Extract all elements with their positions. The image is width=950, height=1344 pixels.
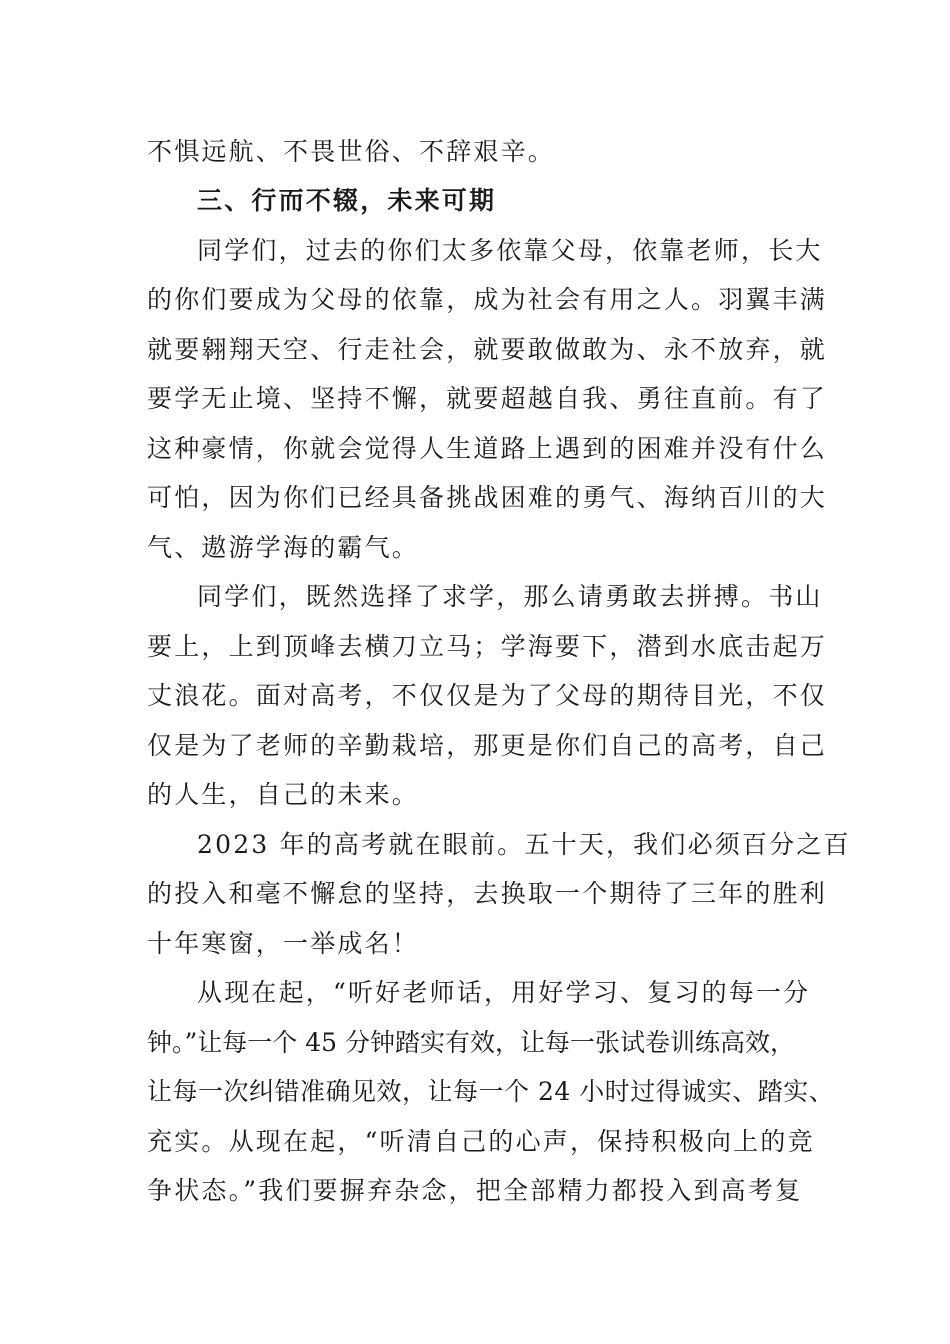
- text-line: 钟。”让每一个 45 分钟踏实有效，让每一张试卷训练高效，: [147, 1028, 795, 1057]
- text-line: 争状态。”我们要摒弃杂念，把全部精力都投入到高考复: [147, 1176, 803, 1205]
- section-heading: 三、行而不辍，未来可期: [197, 186, 497, 215]
- text-line: 同学们，既然选择了求学，那么请勇敢去拼搏。书山: [197, 582, 823, 611]
- text-line: 可怕，因为你们已经具备挑战困难的勇气、海纳百川的大: [147, 483, 828, 512]
- text-line: 要上，上到顶峰去横刀立马；学海要下，潜到水底击起万: [147, 632, 828, 661]
- text-line: 这种豪情，你就会觉得人生道路上遇到的困难并没有什么: [147, 434, 828, 463]
- text-line: 气、遨游学海的霸气。: [147, 533, 420, 562]
- text-line: 的投入和毫不懈怠的坚持，去换取一个期待了三年的胜利: [147, 879, 828, 908]
- text-line: 就要翱翔天空、行走社会，就要敢做敢为、永不放弃，就: [147, 335, 828, 364]
- text-line: 同学们，过去的你们太多依靠父母，依靠老师，长大: [197, 236, 823, 265]
- text-line: 的你们要成为父母的依靠，成为社会有用之人。羽翼丰满: [147, 285, 828, 314]
- text-line: 丈浪花。面对高考，不仅仅是为了父母的期待目光，不仅: [147, 681, 828, 710]
- text-line: 的人生，自己的未来。: [147, 780, 420, 809]
- text-line: 让每一次纠错准确见效，让每一个 24 小时过得诚实、踏实、: [147, 1077, 835, 1106]
- text-line: 2023 年的高考就在眼前。五十天，我们必须百分之百: [197, 830, 851, 859]
- text-line: 充实。从现在起，“听清自己的心声，保持积极向上的竞: [147, 1127, 815, 1156]
- text-line: 从现在起，“听好老师话，用好学习、复习的每一分: [197, 978, 811, 1007]
- text-line: 不惧远航、不畏世俗、不辞艰辛。: [147, 137, 556, 166]
- text-line: 仅是为了老师的辛勤栽培，那更是你们自己的高考，自己: [147, 731, 828, 760]
- text-line: 十年寒窗，一举成名！: [147, 929, 420, 958]
- text-line: 要学无止境、坚持不懈，就要超越自我、勇往直前。有了: [147, 384, 828, 413]
